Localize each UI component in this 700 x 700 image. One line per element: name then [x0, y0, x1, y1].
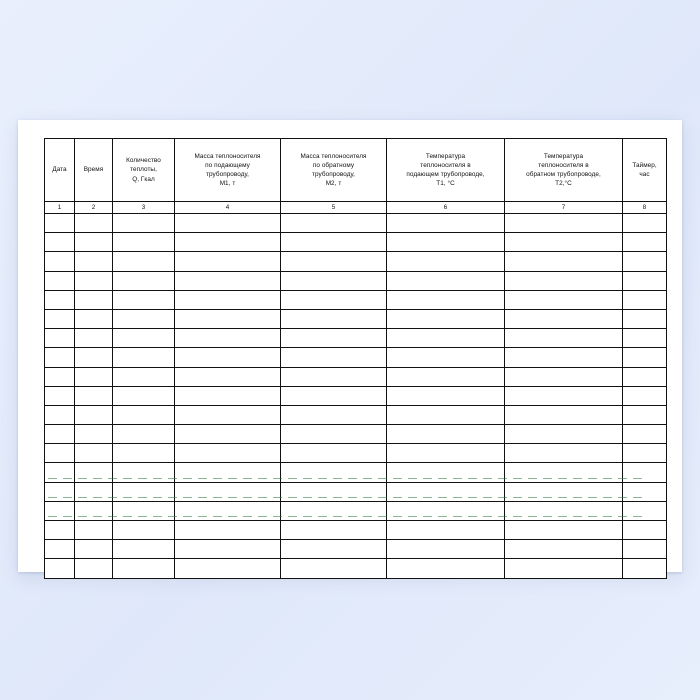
table-cell[interactable] — [505, 425, 623, 444]
table-cell[interactable] — [113, 405, 175, 424]
table-cell[interactable] — [113, 521, 175, 540]
table-cell[interactable] — [387, 405, 505, 424]
table-cell[interactable] — [175, 521, 281, 540]
table-cell[interactable] — [623, 444, 667, 463]
table-cell[interactable] — [387, 214, 505, 233]
table-cell[interactable] — [45, 252, 75, 271]
table-cell[interactable] — [623, 271, 667, 290]
table-cell[interactable] — [505, 559, 623, 578]
table-cell[interactable] — [113, 252, 175, 271]
column-header-time: Время — [75, 139, 113, 202]
column-number-1: 1 — [45, 202, 75, 214]
table-cell[interactable] — [113, 290, 175, 309]
table-row[interactable] — [45, 521, 667, 540]
pencil-mark-line-2 — [48, 497, 648, 498]
table-cell[interactable] — [387, 290, 505, 309]
table-cell[interactable] — [45, 444, 75, 463]
table-cell[interactable] — [387, 271, 505, 290]
table-cell[interactable] — [623, 214, 667, 233]
column-header-timer: Таймер, час — [623, 139, 667, 202]
column-number-6: 6 — [387, 202, 505, 214]
table-cell[interactable] — [387, 425, 505, 444]
table-cell[interactable] — [281, 559, 387, 578]
table-cell[interactable] — [281, 214, 387, 233]
table-head — [45, 139, 667, 214]
table-cell[interactable] — [175, 214, 281, 233]
table-cell[interactable] — [113, 386, 175, 405]
column-header-heat-quantity: Количество теплоты, Q, Гкал — [113, 139, 175, 202]
table-cell[interactable] — [175, 309, 281, 328]
table-cell[interactable] — [75, 521, 113, 540]
table-cell[interactable] — [175, 367, 281, 386]
table-cell[interactable] — [281, 348, 387, 367]
table-cell[interactable] — [387, 309, 505, 328]
table-cell[interactable] — [281, 290, 387, 309]
table-cell[interactable] — [505, 386, 623, 405]
table-row[interactable] — [45, 290, 667, 309]
column-header-date: Дата — [45, 139, 75, 202]
table-cell[interactable] — [45, 309, 75, 328]
table-cell[interactable] — [45, 559, 75, 578]
column-number-4: 4 — [175, 202, 281, 214]
table-cell[interactable] — [113, 367, 175, 386]
table-cell[interactable] — [387, 252, 505, 271]
table-cell[interactable] — [623, 540, 667, 559]
column-number-7: 7 — [505, 202, 623, 214]
table-row[interactable] — [45, 252, 667, 271]
journal-table-container — [44, 138, 656, 579]
table-cell[interactable] — [45, 367, 75, 386]
table-cell[interactable] — [281, 367, 387, 386]
table-cell[interactable] — [387, 367, 505, 386]
table-cell[interactable] — [175, 233, 281, 252]
table-cell[interactable] — [505, 463, 623, 482]
table-cell[interactable] — [75, 309, 113, 328]
table-cell[interactable] — [281, 482, 387, 501]
table-cell[interactable] — [45, 233, 75, 252]
table-cell[interactable] — [281, 329, 387, 348]
table-cell[interactable] — [281, 405, 387, 424]
table-cell[interactable] — [281, 386, 387, 405]
table-cell[interactable] — [113, 425, 175, 444]
table-cell[interactable] — [175, 425, 281, 444]
table-cell[interactable] — [113, 463, 175, 482]
table-row[interactable] — [45, 559, 667, 578]
table-cell[interactable] — [113, 482, 175, 501]
table-row[interactable] — [45, 386, 667, 405]
table-cell[interactable] — [623, 309, 667, 328]
table-cell[interactable] — [75, 405, 113, 424]
table-cell[interactable] — [75, 386, 113, 405]
table-cell[interactable] — [75, 329, 113, 348]
table-cell[interactable] — [45, 463, 75, 482]
table-cell[interactable] — [75, 233, 113, 252]
table-cell[interactable] — [175, 348, 281, 367]
table-cell[interactable] — [623, 482, 667, 501]
table-cell[interactable] — [45, 348, 75, 367]
table-cell[interactable] — [387, 348, 505, 367]
table-cell[interactable] — [45, 386, 75, 405]
table-cell[interactable] — [623, 233, 667, 252]
table-cell[interactable] — [505, 521, 623, 540]
column-number-5: 5 — [281, 202, 387, 214]
table-cell[interactable] — [281, 425, 387, 444]
table-row[interactable] — [45, 233, 667, 252]
table-cell[interactable] — [505, 271, 623, 290]
column-header-temp-return: Температура теплоносителя в обратном трубопроводе, T2,°С — [505, 139, 623, 202]
table-cell[interactable] — [175, 463, 281, 482]
column-header-mass-supply: Масса теплоносителя по подающему трубопроводу, M1, т — [175, 139, 281, 202]
table-cell[interactable] — [505, 501, 623, 520]
table-cell[interactable] — [505, 309, 623, 328]
table-cell[interactable] — [387, 444, 505, 463]
table-cell[interactable] — [113, 329, 175, 348]
table-row[interactable] — [45, 271, 667, 290]
pencil-mark-line-3 — [48, 516, 648, 517]
table-cell[interactable] — [281, 444, 387, 463]
table-cell[interactable] — [505, 214, 623, 233]
table-cell[interactable] — [175, 444, 281, 463]
table-cell[interactable] — [505, 482, 623, 501]
table-cell[interactable] — [623, 425, 667, 444]
table-cell[interactable] — [175, 252, 281, 271]
table-cell[interactable] — [505, 405, 623, 424]
table-cell[interactable] — [281, 501, 387, 520]
table-cell[interactable] — [175, 329, 281, 348]
table-row[interactable] — [45, 540, 667, 559]
column-number-row — [45, 202, 667, 214]
table-cell[interactable] — [75, 367, 113, 386]
header-row — [45, 139, 667, 202]
table-cell[interactable] — [623, 463, 667, 482]
table-cell[interactable] — [175, 386, 281, 405]
table-cell[interactable] — [75, 559, 113, 578]
table-cell[interactable] — [45, 501, 75, 520]
column-number-8: 8 — [623, 202, 667, 214]
table-cell[interactable] — [45, 540, 75, 559]
table-cell[interactable] — [387, 386, 505, 405]
table-cell[interactable] — [623, 348, 667, 367]
table-row[interactable] — [45, 425, 667, 444]
table-row[interactable] — [45, 214, 667, 233]
table-cell[interactable] — [45, 290, 75, 309]
table-cell[interactable] — [175, 290, 281, 309]
table-cell[interactable] — [281, 521, 387, 540]
table-cell[interactable] — [623, 501, 667, 520]
table-cell[interactable] — [623, 290, 667, 309]
table-row[interactable] — [45, 367, 667, 386]
table-cell[interactable] — [175, 482, 281, 501]
table-cell[interactable] — [75, 540, 113, 559]
table-cell[interactable] — [113, 540, 175, 559]
table-cell[interactable] — [113, 501, 175, 520]
table-cell[interactable] — [75, 463, 113, 482]
table-row[interactable] — [45, 405, 667, 424]
table-cell[interactable] — [623, 329, 667, 348]
table-cell[interactable] — [175, 501, 281, 520]
table-cell[interactable] — [113, 444, 175, 463]
table-cell[interactable] — [387, 559, 505, 578]
table-row[interactable] — [45, 463, 667, 482]
table-cell[interactable] — [113, 348, 175, 367]
table-cell[interactable] — [387, 521, 505, 540]
table-row[interactable] — [45, 501, 667, 520]
table-cell[interactable] — [505, 233, 623, 252]
table-cell[interactable] — [623, 405, 667, 424]
table-cell[interactable] — [175, 540, 281, 559]
table-cell[interactable] — [387, 233, 505, 252]
table-cell[interactable] — [45, 425, 75, 444]
table-row[interactable] — [45, 348, 667, 367]
table-cell[interactable] — [505, 540, 623, 559]
table-cell[interactable] — [505, 252, 623, 271]
table-cell[interactable] — [113, 271, 175, 290]
table-cell[interactable] — [113, 559, 175, 578]
table-cell[interactable] — [505, 367, 623, 386]
table-cell[interactable] — [75, 501, 113, 520]
table-cell[interactable] — [281, 252, 387, 271]
table-cell[interactable] — [387, 540, 505, 559]
table-cell[interactable] — [387, 482, 505, 501]
paper-sheet — [18, 120, 682, 572]
table-cell[interactable] — [281, 309, 387, 328]
table-cell[interactable] — [281, 540, 387, 559]
table-cell[interactable] — [175, 405, 281, 424]
table-row[interactable] — [45, 329, 667, 348]
table-cell[interactable] — [281, 463, 387, 482]
column-header-temp-supply: Температура теплоносителя в подающем трубопроводе, T1, °С — [387, 139, 505, 202]
table-cell[interactable] — [75, 348, 113, 367]
table-cell[interactable] — [45, 405, 75, 424]
pencil-mark-line-1 — [48, 478, 648, 479]
table-cell[interactable] — [623, 252, 667, 271]
table-cell[interactable] — [175, 271, 281, 290]
table-cell[interactable] — [75, 425, 113, 444]
journal-table — [44, 138, 667, 579]
table-cell[interactable] — [75, 482, 113, 501]
table-cell[interactable] — [75, 271, 113, 290]
table-cell[interactable] — [505, 348, 623, 367]
table-cell[interactable] — [45, 482, 75, 501]
table-cell[interactable] — [75, 214, 113, 233]
table-cell[interactable] — [281, 271, 387, 290]
table-cell[interactable] — [387, 329, 505, 348]
table-cell[interactable] — [623, 386, 667, 405]
table-cell[interactable] — [113, 309, 175, 328]
table-cell[interactable] — [113, 233, 175, 252]
table-cell[interactable] — [387, 463, 505, 482]
table-cell[interactable] — [75, 444, 113, 463]
table-cell[interactable] — [623, 367, 667, 386]
table-cell[interactable] — [45, 329, 75, 348]
column-number-2: 2 — [75, 202, 113, 214]
table-cell[interactable] — [75, 290, 113, 309]
table-cell[interactable] — [505, 290, 623, 309]
table-cell[interactable] — [75, 252, 113, 271]
table-cell[interactable] — [623, 521, 667, 540]
table-cell[interactable] — [505, 444, 623, 463]
table-cell[interactable] — [113, 214, 175, 233]
table-row[interactable] — [45, 482, 667, 501]
table-cell[interactable] — [45, 521, 75, 540]
table-body — [45, 214, 667, 579]
table-cell[interactable] — [45, 214, 75, 233]
table-row[interactable] — [45, 444, 667, 463]
table-cell[interactable] — [505, 329, 623, 348]
column-header-mass-return: Масса теплоносителя по обратному трубопроводу, M2, т — [281, 139, 387, 202]
table-row[interactable] — [45, 309, 667, 328]
table-cell[interactable] — [623, 559, 667, 578]
table-cell[interactable] — [387, 501, 505, 520]
table-cell[interactable] — [45, 271, 75, 290]
table-cell[interactable] — [281, 233, 387, 252]
table-cell[interactable] — [175, 559, 281, 578]
column-number-3: 3 — [113, 202, 175, 214]
